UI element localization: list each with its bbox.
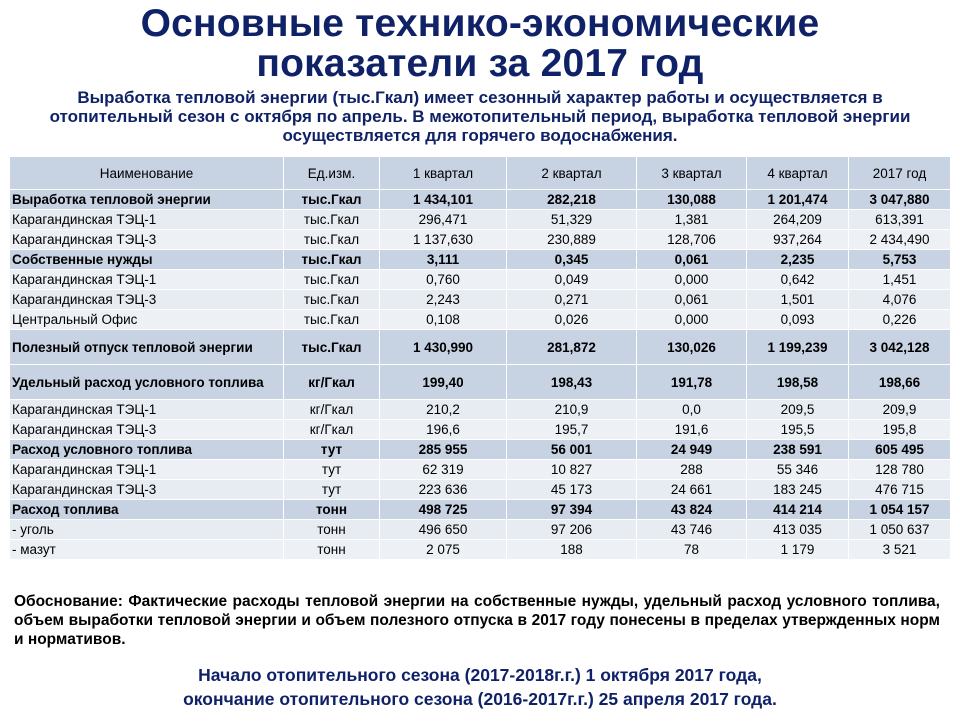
cell-q2: 0,271 — [507, 290, 637, 310]
cell-q1: 496 650 — [380, 520, 507, 540]
cell-q2: 0,026 — [507, 310, 637, 330]
cell-q4: 1 179 — [747, 540, 849, 560]
cell-year: 128 780 — [849, 460, 951, 480]
cell-q3: 24 661 — [637, 480, 747, 500]
cell-name: Карагандинская ТЭЦ-3 — [10, 480, 284, 500]
cell-q4: 937,264 — [747, 230, 849, 250]
table-row — [10, 250, 951, 270]
cell-q2: 56 001 — [507, 440, 637, 460]
cell-q4: 1 199,239 — [747, 330, 849, 365]
table-row — [10, 290, 951, 310]
cell-unit: тыс.Гкал — [284, 290, 380, 310]
cell-q2: 97 394 — [507, 500, 637, 520]
cell-q4: 0,642 — [747, 270, 849, 290]
cell-q3: 191,78 — [637, 365, 747, 400]
cell-name: Расход условного топлива — [10, 440, 284, 460]
cell-name: Карагандинская ТЭЦ-3 — [10, 420, 284, 440]
cell-name: - мазут — [10, 540, 284, 560]
cell-unit: кг/Гкал — [284, 400, 380, 420]
cell-q1: 285 955 — [380, 440, 507, 460]
cell-unit: тонн — [284, 500, 380, 520]
cell-name: Карагандинская ТЭЦ-3 — [10, 290, 284, 310]
title-line-2: показатели за 2017 год — [256, 42, 704, 85]
cell-q3: 130,026 — [637, 330, 747, 365]
cell-q2: 198,43 — [507, 365, 637, 400]
table-row — [10, 365, 951, 400]
cell-q4: 209,5 — [747, 400, 849, 420]
cell-year: 605 495 — [849, 440, 951, 460]
cell-year: 0,226 — [849, 310, 951, 330]
cell-q1: 2,243 — [380, 290, 507, 310]
table-row — [10, 420, 951, 440]
table-row — [10, 190, 951, 210]
cell-q1: 62 319 — [380, 460, 507, 480]
cell-name: Карагандинская ТЭЦ-1 — [10, 460, 284, 480]
cell-name: Собственные нужды — [10, 250, 284, 270]
col-header-year: 2017 год — [849, 157, 951, 190]
cell-year: 613,391 — [849, 210, 951, 230]
cell-unit: тонн — [284, 540, 380, 560]
cell-q4: 2,235 — [747, 250, 849, 270]
cell-unit: кг/Гкал — [284, 420, 380, 440]
cell-unit: тыс.Гкал — [284, 310, 380, 330]
cell-year: 3 042,128 — [849, 330, 951, 365]
season-dates — [0, 663, 960, 711]
basis-note: Обоснование: Фактические расходы тепловой энергии на собственные нужды, удельный расход условного топлива, объем выработки тепловой энергии и объем полезного отпуска в 2017 году понесены в пределах утвержденных норм и нормативов. — [14, 593, 940, 648]
col-header-q4: 4 квартал — [747, 157, 849, 190]
cell-q1: 223 636 — [380, 480, 507, 500]
cell-year: 195,8 — [849, 420, 951, 440]
table-row — [10, 440, 951, 460]
cell-unit: тыс.Гкал — [284, 190, 380, 210]
cell-q1: 196,6 — [380, 420, 507, 440]
cell-q2: 0,345 — [507, 250, 637, 270]
cell-q1: 3,111 — [380, 250, 507, 270]
cell-unit: тут — [284, 440, 380, 460]
cell-q2: 51,329 — [507, 210, 637, 230]
season-end-line: окончание отопительного сезона (2016-2017г.г.) 25 апреля 2017 года. — [183, 689, 777, 709]
indicators-table — [9, 156, 951, 560]
cell-year: 476 715 — [849, 480, 951, 500]
cell-year: 5,753 — [849, 250, 951, 270]
table-row — [10, 520, 951, 540]
cell-q1: 296,471 — [380, 210, 507, 230]
cell-q3: 24 949 — [637, 440, 747, 460]
cell-q4: 183 245 — [747, 480, 849, 500]
page-title — [0, 4, 960, 84]
cell-q1: 0,108 — [380, 310, 507, 330]
cell-name: Удельный расход условного топлива — [10, 365, 284, 400]
cell-year: 1 054 157 — [849, 500, 951, 520]
cell-unit: тыс.Гкал — [284, 270, 380, 290]
cell-q4: 55 346 — [747, 460, 849, 480]
cell-q3: 43 824 — [637, 500, 747, 520]
cell-year: 4,076 — [849, 290, 951, 310]
cell-q4: 198,58 — [747, 365, 849, 400]
cell-q4: 1 201,474 — [747, 190, 849, 210]
cell-q3: 191,6 — [637, 420, 747, 440]
table-row — [10, 480, 951, 500]
cell-q1: 2 075 — [380, 540, 507, 560]
cell-unit: кг/Гкал — [284, 365, 380, 400]
cell-q4: 195,5 — [747, 420, 849, 440]
cell-year: 209,9 — [849, 400, 951, 420]
cell-unit: тыс.Гкал — [284, 230, 380, 250]
cell-q3: 130,088 — [637, 190, 747, 210]
col-header-unit: Ед.изм. — [284, 157, 380, 190]
cell-q1: 1 430,990 — [380, 330, 507, 365]
cell-q1: 210,2 — [380, 400, 507, 420]
cell-q3: 0,061 — [637, 250, 747, 270]
cell-q3: 78 — [637, 540, 747, 560]
cell-unit: тонн — [284, 520, 380, 540]
table-row — [10, 310, 951, 330]
table-row — [10, 230, 951, 250]
cell-q2: 10 827 — [507, 460, 637, 480]
col-header-q3: 3 квартал — [637, 157, 747, 190]
cell-unit: тут — [284, 480, 380, 500]
cell-year: 3 047,880 — [849, 190, 951, 210]
cell-q4: 264,209 — [747, 210, 849, 230]
cell-q3: 288 — [637, 460, 747, 480]
cell-q1: 199,40 — [380, 365, 507, 400]
cell-q3: 1,381 — [637, 210, 747, 230]
cell-q4: 238 591 — [747, 440, 849, 460]
cell-name: Карагандинская ТЭЦ-1 — [10, 400, 284, 420]
cell-unit: тут — [284, 460, 380, 480]
table-row — [10, 400, 951, 420]
col-header-q2: 2 квартал — [507, 157, 637, 190]
table-row — [10, 330, 951, 365]
cell-name: Расход топлива — [10, 500, 284, 520]
col-header-name: Наименование — [10, 157, 284, 190]
cell-q3: 0,000 — [637, 310, 747, 330]
cell-q4: 413 035 — [747, 520, 849, 540]
table-row — [10, 540, 951, 560]
table-body — [10, 190, 951, 560]
cell-q2: 188 — [507, 540, 637, 560]
cell-unit: тыс.Гкал — [284, 210, 380, 230]
cell-q1: 1 137,630 — [380, 230, 507, 250]
cell-q2: 195,7 — [507, 420, 637, 440]
table-row — [10, 270, 951, 290]
cell-q2: 45 173 — [507, 480, 637, 500]
cell-q3: 43 746 — [637, 520, 747, 540]
cell-q4: 0,093 — [747, 310, 849, 330]
cell-q1: 0,760 — [380, 270, 507, 290]
cell-q2: 230,889 — [507, 230, 637, 250]
table-row — [10, 500, 951, 520]
cell-year: 2 434,490 — [849, 230, 951, 250]
cell-q3: 0,0 — [637, 400, 747, 420]
cell-q4: 414 214 — [747, 500, 849, 520]
cell-year: 1,451 — [849, 270, 951, 290]
season-start-line: Начало отопительного сезона (2017-2018г.г.) 1 октября 2017 года, — [198, 665, 762, 685]
cell-q1: 1 434,101 — [380, 190, 507, 210]
cell-q2: 97 206 — [507, 520, 637, 540]
cell-q3: 0,061 — [637, 290, 747, 310]
cell-year: 3 521 — [849, 540, 951, 560]
cell-q3: 0,000 — [637, 270, 747, 290]
table-header-row — [10, 157, 951, 190]
cell-q2: 0,049 — [507, 270, 637, 290]
cell-name: Карагандинская ТЭЦ-1 — [10, 210, 284, 230]
cell-q3: 128,706 — [637, 230, 747, 250]
cell-name: Выработка тепловой энергии — [10, 190, 284, 210]
cell-name: - уголь — [10, 520, 284, 540]
table-row — [10, 210, 951, 230]
cell-unit: тыс.Гкал — [284, 330, 380, 365]
cell-unit: тыс.Гкал — [284, 250, 380, 270]
cell-q1: 498 725 — [380, 500, 507, 520]
cell-q4: 1,501 — [747, 290, 849, 310]
cell-name: Полезный отпуск тепловой энергии — [10, 330, 284, 365]
cell-year: 1 050 637 — [849, 520, 951, 540]
table-row — [10, 460, 951, 480]
cell-name: Центральный Офис — [10, 310, 284, 330]
col-header-q1: 1 квартал — [380, 157, 507, 190]
title-line-1: Основные технико-экономические — [140, 2, 820, 45]
cell-q2: 281,872 — [507, 330, 637, 365]
cell-name: Карагандинская ТЭЦ-1 — [10, 270, 284, 290]
cell-name: Карагандинская ТЭЦ-3 — [10, 230, 284, 250]
cell-year: 198,66 — [849, 365, 951, 400]
cell-q2: 282,218 — [507, 190, 637, 210]
intro-text: Выработка тепловой энергии (тыс.Гкал) имеет сезонный характер работы и осуществляется в отопительный сезон с октября по апрель. В межотопительный период, выработка тепловой энергии осуществляется для горячего водоснабжения. — [49, 88, 911, 145]
cell-q2: 210,9 — [507, 400, 637, 420]
